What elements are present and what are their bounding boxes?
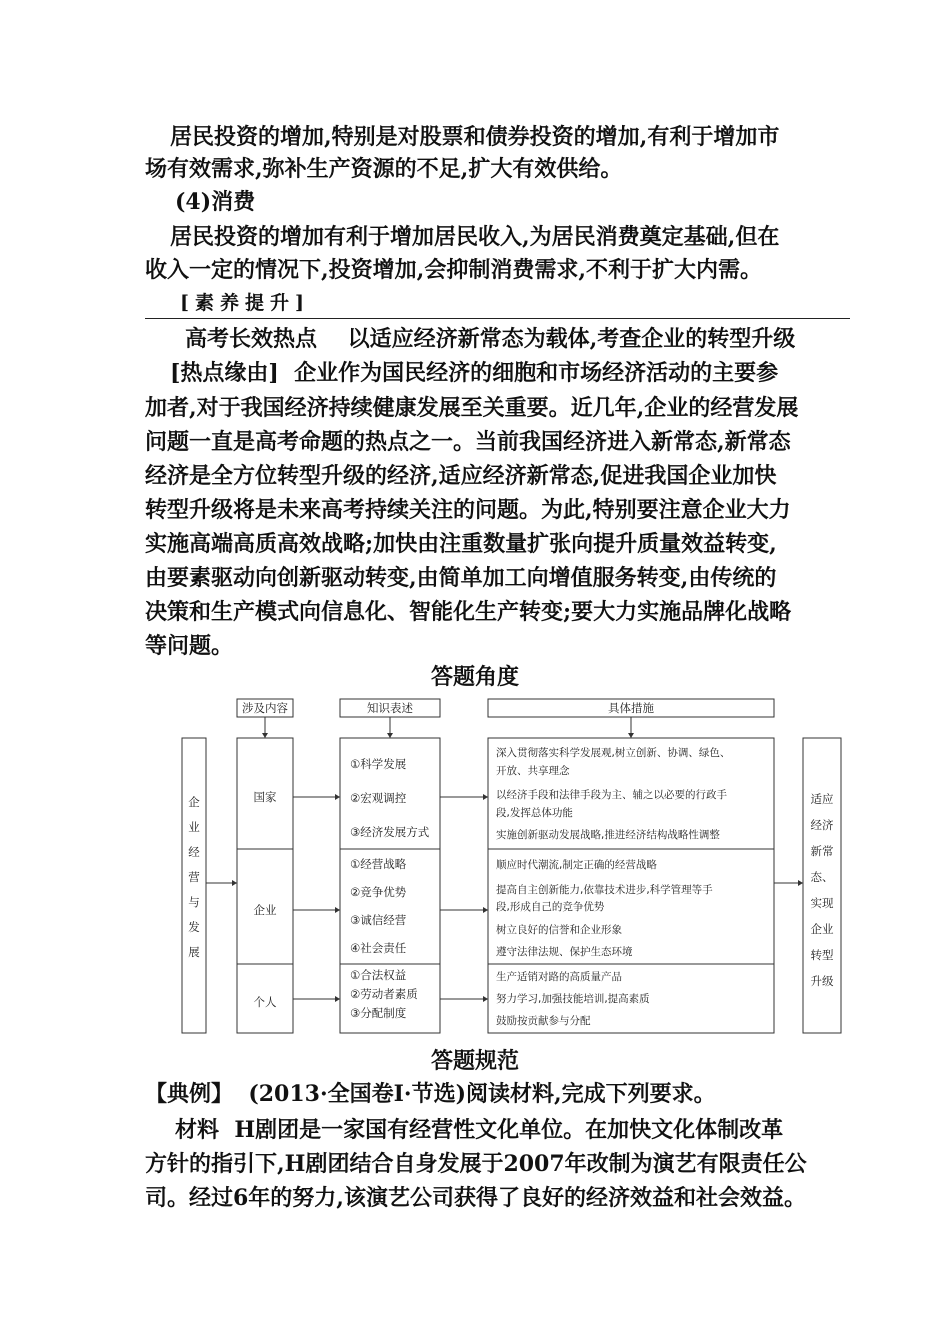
scope-enterprise: 企业	[253, 903, 277, 917]
left-label-char: 经	[188, 845, 200, 859]
knowledge-item: ①合法权益	[350, 968, 407, 982]
reason-line6: 实施高端高质高效战略;加快由注重数量扩张向提升质量效益转变,	[145, 531, 777, 557]
scope-nation: 国家	[253, 790, 277, 804]
answer-angle-diagram	[180, 696, 845, 1036]
answer-angle-title: 答题角度	[430, 664, 519, 690]
answer-norm-title: 答题规范	[430, 1048, 519, 1074]
reason-line9: 等问题。	[145, 633, 234, 659]
hot-title: 高考长效热点 以适应经济新常态为载体,考查企业的转型升级	[185, 326, 796, 352]
left-label-char: 业	[188, 820, 200, 834]
measure-line: 提高自主创新能力,依靠技术进步,科学管理等手	[496, 884, 713, 896]
knowledge-item: ②宏观调控	[350, 791, 407, 805]
example-line: 【典例】 (2013·全国卷Ⅰ·节选)阅读材料,完成下列要求。	[145, 1081, 716, 1107]
measure-line: 深入贯彻落实科学发展观,树立创新、协调、绿色、	[496, 747, 731, 759]
measure-line: 开放、共享理念	[496, 765, 570, 777]
measure-line: 树立良好的信誉和企业形象	[496, 924, 622, 936]
right-label-text: 升级	[810, 974, 834, 988]
measure-line: 鼓励按贡献参与分配	[496, 1015, 591, 1027]
reason-line5: 转型升级将是未来高考持续关注的问题。为此,特别要注意企业大力	[145, 497, 791, 523]
material-line1: 材料 H剧团是一家国有经营性文化单位。在加快文化体制改革	[175, 1117, 784, 1143]
heading-consume: (4)消费	[175, 189, 256, 215]
section-tag: [素养提升]	[180, 292, 310, 314]
para1-line2: 场有效需求,弥补生产资源的不足,扩大有效供给。	[145, 156, 623, 182]
reason-line1: [热点缘由] 企业作为国民经济的细胞和市场经济活动的主要参	[170, 360, 779, 386]
reason-line4: 经济是全方位转型升级的经济,适应经济新常态,促进我国企业加快	[145, 463, 777, 489]
knowledge-item: ④社会责任	[350, 941, 407, 955]
header-scope: 涉及内容	[242, 701, 288, 715]
measure-line: 顺应时代潮流,制定正确的经营战略	[496, 859, 657, 871]
right-label-box	[803, 738, 841, 1033]
right-label-text: 实现	[810, 896, 834, 910]
header-measures: 具体措施	[608, 701, 654, 715]
para2-line2: 收入一定的情况下,投资增加,会抑制消费需求,不利于扩大内需。	[145, 257, 762, 283]
measure-line: 段,形成自己的竞争优势	[496, 901, 605, 913]
section-rule	[145, 318, 850, 319]
measure-line: 段,发挥总体功能	[496, 807, 573, 819]
knowledge-item: ①经营战略	[350, 857, 407, 871]
right-label-text: 经济	[810, 818, 834, 832]
right-label-text: 转型	[810, 948, 834, 962]
right-label-text: 企业	[810, 922, 834, 936]
left-label-char: 发	[188, 920, 200, 934]
knowledge-item: ②劳动者素质	[350, 987, 418, 1001]
right-label-text: 适应	[810, 792, 834, 806]
knowledge-item: ③经济发展方式	[350, 825, 430, 839]
measure-line: 以经济手段和法律手段为主、辅之以必要的行政手	[496, 789, 727, 801]
reason-line8: 决策和生产模式向信息化、智能化生产转变;要大力实施品牌化战略	[145, 599, 792, 625]
knowledge-item: ③诚信经营	[350, 913, 407, 927]
right-label-text: 新常	[810, 844, 834, 858]
knowledge-item: ①科学发展	[350, 757, 407, 771]
left-label-char: 展	[188, 945, 200, 959]
para2-line1: 居民投资的增加有利于增加居民收入,为居民消费奠定基础,但在	[170, 224, 780, 250]
material-line3: 司。经过6年的努力,该演艺公司获得了良好的经济效益和社会效益。	[145, 1185, 806, 1211]
measure-line: 实施创新驱动发展战略,推进经济结构战略性调整	[496, 829, 720, 841]
reason-line3: 问题一直是高考命题的热点之一。当前我国经济进入新常态,新常态	[145, 429, 791, 455]
left-label-box	[182, 738, 206, 1033]
knowledge-item: ②竞争优势	[350, 885, 407, 899]
reason-line2: 加者,对于我国经济持续健康发展至关重要。近几年,企业的经营发展	[145, 395, 799, 421]
knowledge-item: ③分配制度	[350, 1006, 407, 1020]
header-knowledge: 知识表述	[367, 701, 413, 715]
scope-column	[237, 738, 293, 1033]
measure-line: 生产适销对路的高质量产品	[496, 971, 622, 983]
right-label-text: 态、	[810, 870, 834, 884]
material-line2: 方针的指引下,H剧团结合自身发展于2007年改制为演艺有限责任公	[145, 1151, 807, 1177]
measure-line: 遵守法律法规、保护生态环境	[496, 946, 633, 958]
reason-line7: 由要素驱动向创新驱动转变,由简单加工向增值服务转变,由传统的	[145, 565, 777, 591]
para1-line1: 居民投资的增加,特别是对股票和债券投资的增加,有利于增加市	[170, 124, 780, 150]
measure-line: 努力学习,加强技能培训,提高素质	[496, 993, 650, 1005]
scope-individual: 个人	[253, 995, 277, 1009]
left-label-char: 企	[188, 795, 200, 809]
left-label-char: 与	[188, 895, 200, 909]
left-label-char: 营	[188, 870, 200, 884]
